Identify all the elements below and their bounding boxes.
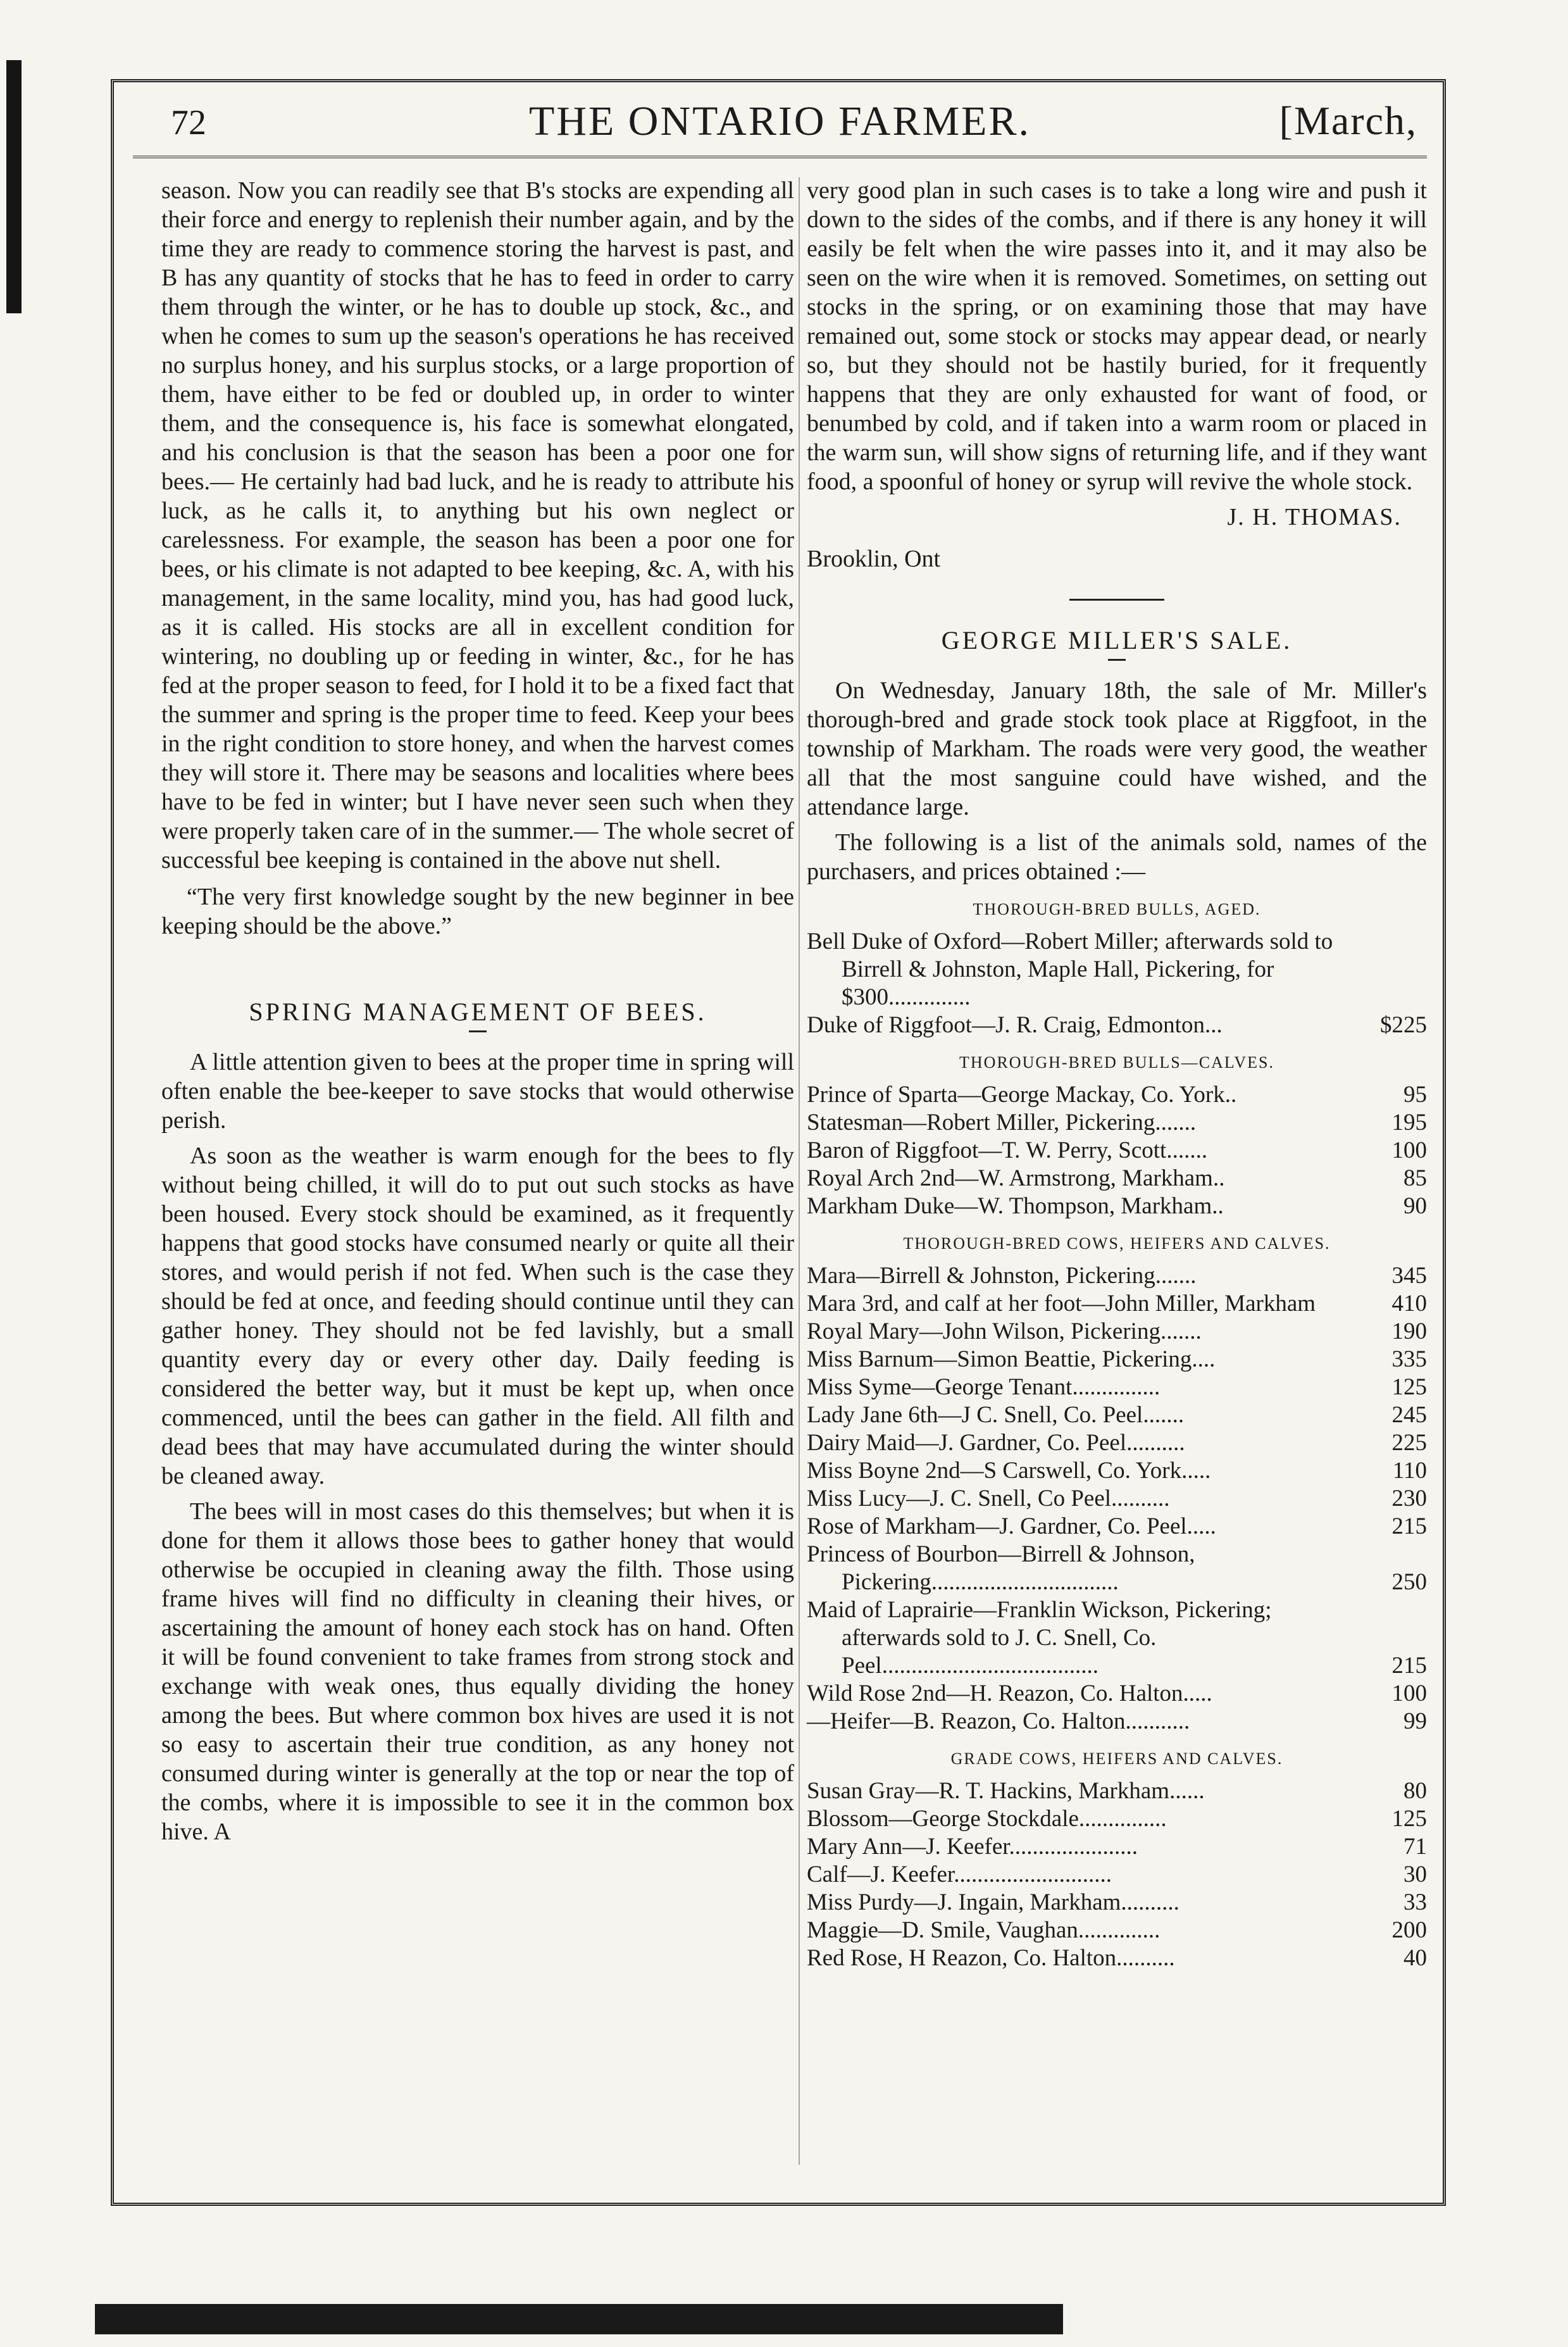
animal-purchaser: Lady Jane 6th—J C. Snell, Co. Peel....... bbox=[807, 1402, 1185, 1428]
animal-purchaser: Miss Purdy—J. Ingain, Markham.......... bbox=[807, 1889, 1179, 1915]
heading-dash bbox=[469, 1030, 487, 1032]
sale-price: $225 bbox=[1380, 1012, 1427, 1038]
sale-price: 40 bbox=[1403, 1945, 1427, 1971]
sale-row bbox=[807, 1889, 1427, 1917]
sale-category-heading: GRADE COWS, HEIFERS AND CALVES. bbox=[950, 1749, 1283, 1768]
spring-paragraph: The bees will in most cases do this themselves; but when it is done for them it allows those bees to gather honey that would otherwise be occupied in cleaning away the filth. Those using frame hives will find no difficulty in cleaning their hives, or ascertaining the amount of honey each stock has on hand. Often it will be found convenient to take frames from strong stock and exchange with weak ones, thus equally dividing the honey among the bees. But where common box hives are used it is not so easy to ascertain their true condition, as any honey not consumed during winter is generally at the top or near the top of the combs, where it is impossible to see it in the common box hive. A bbox=[161, 1498, 794, 1845]
scan-edge-mark-left bbox=[6, 60, 22, 313]
section-heading-spring-management: SPRING MANAGEMENT OF BEES. bbox=[249, 998, 707, 1026]
animal-purchaser: Maggie—D. Smile, Vaughan.............. bbox=[807, 1917, 1160, 1943]
scan-edge-mark-bottom bbox=[95, 2304, 1063, 2334]
sale-price: 100 bbox=[1391, 1137, 1427, 1163]
sale-row bbox=[807, 1346, 1427, 1374]
animal-purchaser: Dairy Maid—J. Gardner, Co. Peel.......... bbox=[807, 1430, 1185, 1456]
sale-list bbox=[807, 895, 1427, 1972]
sale-price: 125 bbox=[1391, 1374, 1427, 1400]
sale-row bbox=[807, 1457, 1427, 1485]
sale-price: 90 bbox=[1403, 1193, 1427, 1219]
right-column bbox=[807, 176, 1427, 1972]
sale-row bbox=[807, 1262, 1427, 1290]
sale-price: 345 bbox=[1391, 1263, 1427, 1289]
sale-row bbox=[807, 1081, 1427, 1109]
sale-price: 195 bbox=[1391, 1110, 1427, 1136]
animal-purchaser: Mara—Birrell & Johnston, Pickering....... bbox=[807, 1263, 1197, 1289]
page-header bbox=[133, 89, 1427, 158]
animal-purchaser: Royal Mary—John Wilson, Pickering....... bbox=[807, 1318, 1202, 1344]
sale-row bbox=[807, 1833, 1427, 1861]
animal-purchaser: Prince of Sparta—George Mackay, Co. York.. bbox=[807, 1082, 1237, 1108]
sale-price: 100 bbox=[1391, 1680, 1427, 1706]
sale-row bbox=[807, 1429, 1427, 1457]
animal-purchaser: Miss Barnum—Simon Beattie, Pickering.... bbox=[807, 1346, 1216, 1372]
sale-row bbox=[807, 1805, 1427, 1833]
sale-row bbox=[807, 1680, 1427, 1708]
sale-row bbox=[807, 1708, 1427, 1736]
sale-row bbox=[807, 928, 1427, 1011]
animal-purchaser: Calf—J. Keefer........................... bbox=[807, 1862, 1112, 1887]
sale-price: 410 bbox=[1391, 1291, 1427, 1317]
sale-row bbox=[807, 1861, 1427, 1889]
sale-category-heading: THOROUGH-BRED BULLS—CALVES. bbox=[959, 1053, 1274, 1072]
sale-paragraph: The following is a list of the animals sold, names of the purchasers, and prices obtained :— bbox=[807, 829, 1427, 885]
sale-row bbox=[807, 1596, 1427, 1680]
sale-price: 85 bbox=[1403, 1165, 1427, 1191]
animal-purchaser: Wild Rose 2nd—H. Reazon, Co. Halton..... bbox=[807, 1680, 1212, 1706]
sale-price: 335 bbox=[1391, 1346, 1427, 1372]
sale-price: 125 bbox=[1391, 1806, 1427, 1832]
animal-purchaser: Mara 3rd, and calf at her foot—John Miller, Markham bbox=[807, 1291, 1316, 1317]
sale-price: 215 bbox=[1391, 1513, 1427, 1539]
sale-row bbox=[807, 1165, 1427, 1192]
sale-row bbox=[807, 1011, 1427, 1039]
page-number: 72 bbox=[171, 103, 206, 142]
animal-purchaser: Baron of Riggfoot—T. W. Perry, Scott....... bbox=[807, 1137, 1208, 1163]
sale-price: 30 bbox=[1403, 1862, 1427, 1887]
animal-purchaser: Miss Lucy—J. C. Snell, Co Peel.......... bbox=[807, 1486, 1170, 1511]
article-continuation: very good plan in such cases is to take a long wire and push it down to the sides of the combs, and if there is any honey it will easily be felt when the wire passes into it, and it may also be seen on the wire when it is removed. Sometimes, on setting out stocks in the spring, or on examining those that may have remained out, some stock or stocks may appear dead, or nearly so, but they should not be hastily buried, for it frequently happens that they are only exhausted for want of food, or benumbed by cold, and if taken into a warm room or placed in the warm sun, will show signs of returning life, and if they want food, a spoonful of honey or syrup will revive the whole stock. bbox=[807, 177, 1427, 495]
animal-purchaser: Royal Arch 2nd—W. Armstrong, Markham.. bbox=[807, 1165, 1225, 1191]
sale-price: 190 bbox=[1391, 1318, 1427, 1344]
sale-row bbox=[807, 1290, 1427, 1318]
animal-purchaser: Bell Duke of Oxford—Robert Miller; afterwards sold to Birrell & Johnston, Maple Hall, Pickering, for $300.............. bbox=[807, 929, 1333, 1010]
sale-row bbox=[807, 1944, 1427, 1972]
animal-purchaser: Maid of Laprairie—Franklin Wickson, Pickering; afterwards sold to J. C. Snell, Co. Peel..................................... bbox=[807, 1597, 1272, 1679]
sale-price: 225 bbox=[1391, 1430, 1427, 1456]
sale-row bbox=[807, 1777, 1427, 1805]
publication-title: THE ONTARIO FARMER. bbox=[529, 98, 1031, 144]
sale-price: 33 bbox=[1403, 1889, 1427, 1915]
quote-paragraph: “The very first knowledge sought by the new beginner in bee keeping should be the above.” bbox=[161, 884, 794, 939]
sale-row bbox=[807, 1109, 1427, 1137]
animal-purchaser: —Heifer—B. Reazon, Co. Halton........... bbox=[807, 1708, 1190, 1734]
animal-purchaser: Blossom—George Stockdale............... bbox=[807, 1806, 1167, 1832]
heading-dash bbox=[1108, 659, 1126, 661]
section-heading-miller-sale: GEORGE MILLER'S SALE. bbox=[941, 626, 1293, 654]
animal-purchaser: Mary Ann—J. Keefer...................... bbox=[807, 1834, 1138, 1860]
sale-row bbox=[807, 1485, 1427, 1513]
sale-row bbox=[807, 1318, 1427, 1346]
sale-price: 245 bbox=[1391, 1402, 1427, 1428]
sale-row bbox=[807, 1541, 1427, 1596]
spring-paragraph: A little attention given to bees at the proper time in spring will often enable the bee-keeper to save stocks that would otherwise perish. bbox=[161, 1049, 794, 1134]
section-rule bbox=[1069, 599, 1164, 601]
sale-price: 230 bbox=[1391, 1486, 1427, 1511]
sale-price: 80 bbox=[1403, 1778, 1427, 1804]
sale-price: 250 bbox=[1391, 1569, 1427, 1595]
sale-row bbox=[807, 1401, 1427, 1429]
sale-price: 95 bbox=[1403, 1082, 1427, 1108]
sale-category-heading: THOROUGH-BRED COWS, HEIFERS AND CALVES. bbox=[903, 1234, 1331, 1253]
sale-price: 200 bbox=[1391, 1917, 1427, 1943]
sale-row bbox=[807, 1513, 1427, 1541]
author-location: Brooklin, Ont bbox=[807, 546, 941, 572]
author-signature: J. H. THOMAS. bbox=[1227, 504, 1402, 530]
animal-purchaser: Miss Syme—George Tenant............... bbox=[807, 1374, 1160, 1400]
sale-row bbox=[807, 1137, 1427, 1165]
sale-category-heading: THOROUGH-BRED BULLS, AGED. bbox=[973, 900, 1261, 918]
article-continuation: season. Now you can readily see that B's stocks are expending all their force and energy to replenish their number again, and by the time they are ready to commence storing the harvest is past, and B has any quantity of stocks that he has to feed in order to carry them through the winter, or he has to double up stock, &c., and when he comes to sum up the season's operations he has received no surplus honey, and his surplus stocks, or a large proportion of them, have either to be fed or doubled up, in order to winter them, and the consequence is, his face is somewhat elongated, and his conclusion is that the season has been a poor one for bees.— He certainly had bad luck, and he is ready to attribute his luck, as he calls it, to anything but his own neglect or carelessness. For example, the season has been a poor one for bees, or his climate is not adapted to bee keeping, &c. A, with his management, in the same locality, mind you, has had good luck, as it is called. His stocks are all in excellent condition for wintering, no doubling up or feeding in winter, &c., for he has fed at the proper season to feed, for I hold it to be a fixed fact that the summer and spring is the proper time to feed. Keep your bees in the right condition to store honey, and when the harvest comes they will store it. There may be seasons and localities where bees have to be fed in winter; but I have never seen such when they were properly taken care of in the summer.— The whole secret of successful bee keeping is contained in the above nut shell. bbox=[161, 177, 794, 873]
left-column bbox=[161, 176, 794, 1853]
animal-purchaser: Rose of Markham—J. Gardner, Co. Peel..... bbox=[807, 1513, 1216, 1539]
sale-paragraph: On Wednesday, January 18th, the sale of Mr. Miller's thorough-bred and grade stock took place at Riggfoot, in the township of Markham. The roads were very good, the weather all that the most sanguine could have wished, and the attendance large. bbox=[807, 677, 1427, 820]
column-divider bbox=[799, 177, 800, 2165]
sale-row bbox=[807, 1192, 1427, 1220]
animal-purchaser: Miss Boyne 2nd—S Carswell, Co. York..... bbox=[807, 1458, 1211, 1484]
animal-purchaser: Susan Gray—R. T. Hackins, Markham...... bbox=[807, 1778, 1205, 1804]
spring-paragraph: As soon as the weather is warm enough for the bees to fly without being chilled, it will do to put out such stocks as have been housed. Every stock should be examined, as it frequently happens that good stocks have consumed nearly or quite all their stores, and would perish if not fed. When such is the case they should be fed at once, and feeding should continue until they can gather honey. They should not be fed lavishly, but a small quantity every day or every other day. Daily feeding is considered the better way, but it must be kept up, when once commenced, until the bees can gather in the field. All filth and dead bees that may have accumulated during the winter should be cleaned away. bbox=[161, 1142, 794, 1489]
sale-price: 99 bbox=[1403, 1708, 1427, 1734]
animal-purchaser: Markham Duke—W. Thompson, Markham.. bbox=[807, 1193, 1224, 1219]
animal-purchaser: Duke of Riggfoot—J. R. Craig, Edmonton... bbox=[807, 1012, 1223, 1038]
animal-purchaser: Red Rose, H Reazon, Co. Halton.......... bbox=[807, 1945, 1175, 1971]
issue-month: [March, bbox=[1279, 98, 1417, 143]
animal-purchaser: Statesman—Robert Miller, Pickering....... bbox=[807, 1110, 1197, 1136]
sale-price: 110 bbox=[1392, 1458, 1427, 1484]
animal-purchaser: Princess of Bourbon—Birrell & Johnson, Pickering................................ bbox=[807, 1541, 1195, 1595]
sale-row bbox=[807, 1374, 1427, 1401]
sale-row bbox=[807, 1917, 1427, 1944]
sale-price: 71 bbox=[1403, 1834, 1427, 1860]
sale-price: 215 bbox=[1391, 1653, 1427, 1679]
